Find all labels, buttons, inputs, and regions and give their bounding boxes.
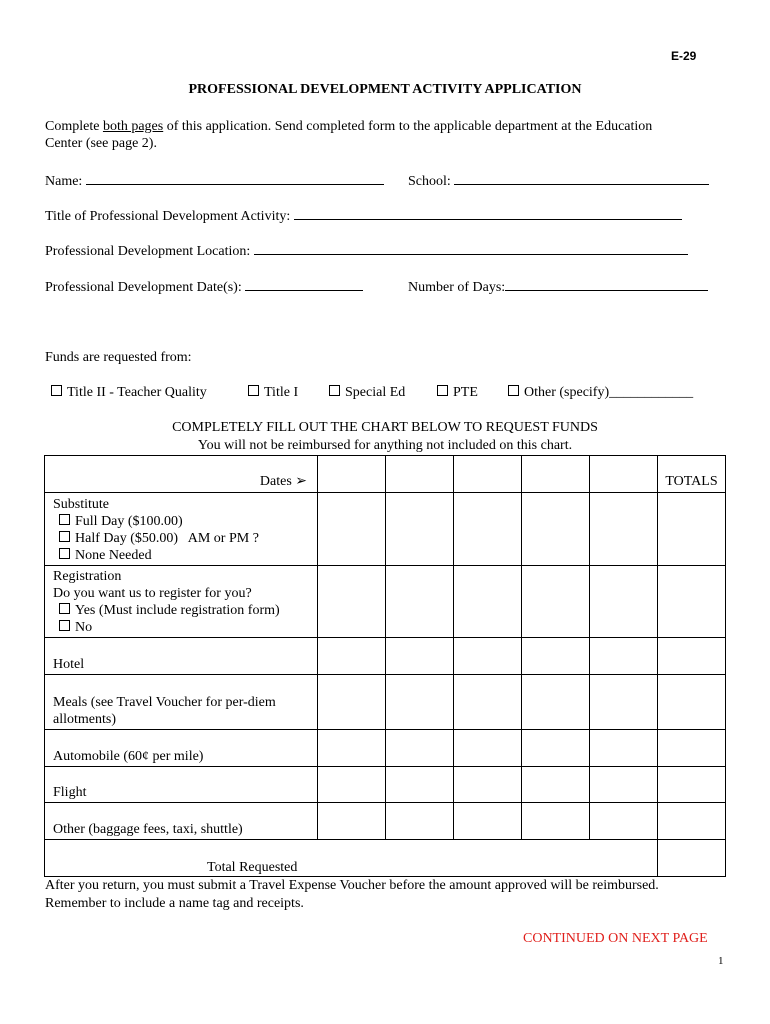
amount-cell[interactable] [454,493,522,566]
activity-title-field [45,206,682,225]
activity-title-label: Title of Professional Development Activity: [45,209,291,224]
fund-option-label: Special Ed [345,385,406,400]
amount-cell[interactable] [318,730,386,767]
grand-total-cell[interactable] [658,840,726,877]
amount-cell[interactable] [522,730,590,767]
checkbox[interactable] [508,385,519,396]
intro-part2: of this application. Send completed form to the applicable department at the Education [163,119,653,134]
total-cell[interactable] [658,675,726,730]
amount-cell[interactable] [454,675,522,730]
page-title: PROFESSIONAL DEVELOPMENT ACTIVITY APPLICATION [188,82,582,97]
page-number: 1 [718,955,724,967]
intro-line2: Center (see page 2). [45,136,157,151]
days-label: Number of Days: [408,280,506,295]
other-label: Other (baggage fees, taxi, shuttle) [45,803,318,840]
table-header-row [45,456,726,493]
fund-option-special-ed[interactable] [329,384,405,401]
totals-header: TOTALS [658,456,726,493]
total-cell[interactable] [658,566,726,638]
amount-cell[interactable] [590,638,658,675]
substitute-option-full[interactable] [53,513,317,530]
option-label: Half Day ($50.00) AM or PM ? [75,531,259,546]
amount-cell[interactable] [590,767,658,803]
fund-option-title-i[interactable] [248,384,298,401]
fund-option-other[interactable] [508,384,693,401]
chart-subheading: You will not be reimbursed for anything not included on this chart. [197,438,573,453]
table-row-registration [45,566,726,638]
activity-title-input[interactable] [294,206,682,220]
fund-option-label: Other (specify)____________ [524,385,694,400]
amount-cell[interactable] [454,803,522,840]
amount-cell[interactable] [590,675,658,730]
amount-cell[interactable] [590,493,658,566]
amount-cell[interactable] [318,566,386,638]
date-cell[interactable] [318,456,386,493]
amount-cell[interactable] [386,730,454,767]
amount-cell[interactable] [386,566,454,638]
dates-label: Professional Development Date(s): [45,280,242,295]
footer-line2: Remember to include a name tag and receipts. [45,896,304,911]
checkbox[interactable] [248,385,259,396]
checkbox[interactable] [437,385,448,396]
amount-cell[interactable] [454,730,522,767]
checkbox[interactable] [59,531,70,542]
meals-label-line1: Meals (see Travel Voucher for per-diem [53,695,276,710]
footer-line1: After you return, you must submit a Travel Expense Voucher before the amount approved will be reimbursed. [45,878,659,893]
location-label: Professional Development Location: [45,244,251,259]
amount-cell[interactable] [522,566,590,638]
table-row-other [45,803,726,840]
fund-option-label: Title I [264,385,299,400]
amount-cell[interactable] [386,767,454,803]
meals-label-cell [45,675,318,730]
checkbox[interactable] [51,385,62,396]
amount-cell[interactable] [590,566,658,638]
dates-header: Dates ➢ [45,456,318,493]
checkbox[interactable] [59,603,70,614]
school-input[interactable] [454,171,709,185]
substitute-label-cell [45,493,318,566]
fund-option-title-ii[interactable] [51,384,207,401]
checkbox[interactable] [329,385,340,396]
amount-cell[interactable] [522,493,590,566]
school-label: School: [408,174,451,189]
date-cell[interactable] [590,456,658,493]
form-code: E-29 [671,49,697,63]
amount-cell[interactable] [386,493,454,566]
substitute-option-half[interactable] [53,530,317,547]
amount-cell[interactable] [386,638,454,675]
automobile-label: Automobile (60¢ per mile) [45,730,318,767]
fund-option-label: Title II - Teacher Quality [67,385,207,400]
checkbox[interactable] [59,620,70,631]
table-row-substitute [45,493,726,566]
amount-cell[interactable] [318,767,386,803]
amount-cell[interactable] [386,675,454,730]
substitute-label: Substitute [53,497,110,512]
total-cell[interactable] [658,803,726,840]
days-input[interactable] [505,277,708,291]
checkbox[interactable] [59,548,70,559]
name-field [45,171,384,190]
continued-notice: CONTINUED ON NEXT PAGE [523,931,708,946]
intro-underlined: both pages [102,119,164,134]
location-input[interactable] [254,241,688,255]
registration-label-cell [45,566,318,638]
fund-option-pte[interactable] [437,384,478,401]
option-label: None Needed [75,548,152,563]
table-row-flight [45,767,726,803]
flight-label: Flight [45,767,318,803]
amount-cell[interactable] [318,493,386,566]
fund-option-label: PTE [453,385,478,400]
registration-question: Do you want us to register for you? [53,586,252,601]
amount-cell[interactable] [454,638,522,675]
date-cell[interactable] [454,456,522,493]
total-cell[interactable] [658,767,726,803]
table-row-meals [45,675,726,730]
days-field [408,277,708,296]
amount-cell[interactable] [318,638,386,675]
amount-cell[interactable] [522,767,590,803]
hotel-label: Hotel [45,638,318,675]
amount-cell[interactable] [454,566,522,638]
option-label: Yes (Must include registration form) [75,603,280,618]
dates-input[interactable] [245,277,363,291]
substitute-option-none[interactable] [53,547,317,564]
location-field [45,241,688,260]
funds-label: Funds are requested from: [45,350,192,365]
amount-cell[interactable] [590,730,658,767]
amount-cell[interactable] [590,803,658,840]
table-row-hotel [45,638,726,675]
option-label: Full Day ($100.00) [75,514,183,529]
intro-text [45,118,652,135]
intro-part1: Complete [45,119,103,134]
table-row-automobile [45,730,726,767]
funds-request-table [44,455,726,877]
registration-option-no[interactable] [53,619,317,636]
name-input[interactable] [86,171,384,185]
total-requested-label: Total Requested [45,840,658,877]
amount-cell[interactable] [522,675,590,730]
total-cell[interactable] [658,730,726,767]
date-cell[interactable] [522,456,590,493]
name-label: Name: [45,174,83,189]
amount-cell[interactable] [522,803,590,840]
amount-cell[interactable] [318,675,386,730]
dates-field [45,277,363,296]
total-cell[interactable] [658,493,726,566]
option-label: No [75,620,93,635]
checkbox[interactable] [59,514,70,525]
chart-heading: COMPLETELY FILL OUT THE CHART BELOW TO REQUEST FUNDS [172,420,598,435]
registration-option-yes[interactable] [53,602,317,619]
amount-cell[interactable] [454,767,522,803]
table-row-total [45,840,726,877]
meals-label-line2: allotments) [53,712,116,727]
school-field [408,171,709,190]
registration-label: Registration [53,569,122,584]
date-cell[interactable] [386,456,454,493]
total-cell[interactable] [658,638,726,675]
amount-cell[interactable] [318,803,386,840]
amount-cell[interactable] [522,638,590,675]
amount-cell[interactable] [386,803,454,840]
